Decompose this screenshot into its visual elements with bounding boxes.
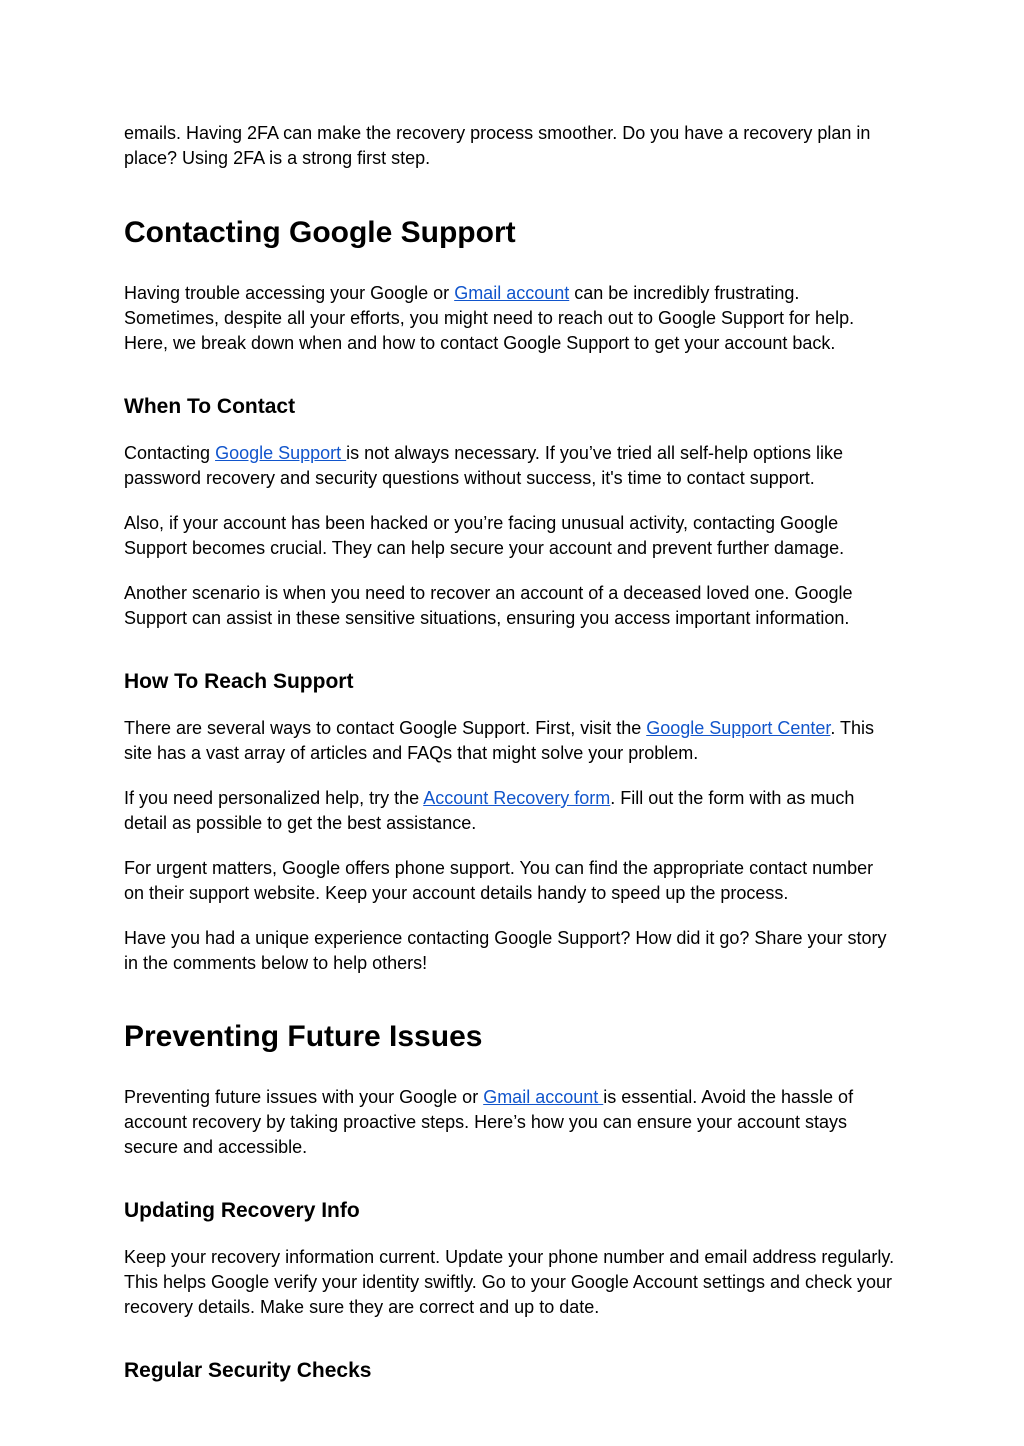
heading-preventing-future-issues: Preventing Future Issues xyxy=(124,1020,483,1053)
account-recovery-form-link[interactable]: Account Recovery form xyxy=(423,788,611,808)
section1-intro-paragraph xyxy=(124,281,896,356)
text-segment: . Fill out the form with as much detail as possible to get the best assistance. xyxy=(124,788,855,833)
gmail-account-link[interactable]: Gmail account xyxy=(483,1087,604,1107)
updating-paragraph-1: Keep your recovery information current. Update your phone number and email address regularly. This helps Google verify your identity swiftly. Go to your Google Account settings and check your recovery details. Make sure they are correct and up to date. xyxy=(124,1247,895,1317)
text-segment: There are several ways to contact Google Support. First, visit the xyxy=(124,718,647,738)
heading-contacting-google-support: Contacting Google Support xyxy=(124,216,516,249)
section2-intro-paragraph xyxy=(124,1085,896,1160)
text-segment: is essential. Avoid the hassle of account recovery by taking proactive steps. Here’s how you can ensure your account stays secure and accessible. xyxy=(124,1087,854,1157)
text-segment: Contacting xyxy=(124,443,216,463)
when-paragraph-1 xyxy=(124,441,896,491)
text-segment: is not always necessary. If you’ve tried all self-help options like password recovery and security questions without success, it's time to contact support. xyxy=(124,443,844,488)
text-segment: . This site has a vast array of articles and FAQs that might solve your problem. xyxy=(124,718,875,763)
text-segment: Preventing future issues with your Google or xyxy=(124,1087,484,1107)
text-segment: can be incredibly frustrating. Sometimes, despite all your efforts, you might need to reach out to Google Support for help. Here, we break down when and how to contact Google Support to get your account back. xyxy=(124,283,855,353)
how-paragraph-4: Have you had a unique experience contacting Google Support? How did it go? Share your story in the comments below to help others! xyxy=(124,928,887,973)
text-segment: If you need personalized help, try the xyxy=(124,788,424,808)
how-paragraph-2 xyxy=(124,786,896,836)
google-support-link[interactable]: Google Support xyxy=(215,443,347,463)
heading-how-to-reach-support: How To Reach Support xyxy=(124,670,354,693)
heading-when-to-contact: When To Contact xyxy=(124,395,296,418)
when-paragraph-2: Also, if your account has been hacked or you’re facing unusual activity, contacting Google Support becomes crucial. They can help secure your account and prevent further damage. xyxy=(124,513,845,558)
how-paragraph-1 xyxy=(124,716,896,766)
how-paragraph-3: For urgent matters, Google offers phone support. You can find the appropriate contact number on their support website. Keep your account details handy to speed up the process. xyxy=(124,858,874,903)
document-page xyxy=(124,121,896,1384)
heading-updating-recovery-info: Updating Recovery Info xyxy=(124,1199,360,1222)
text-segment: Having trouble accessing your Google or xyxy=(124,283,455,303)
heading-regular-security-checks: Regular Security Checks xyxy=(124,1359,372,1382)
gmail-account-link[interactable]: Gmail account xyxy=(454,283,570,303)
intro-text: emails. Having 2FA can make the recovery process smoother. Do you have a recovery plan in place? Using 2FA is a strong first step. xyxy=(124,123,871,168)
google-support-center-link[interactable]: Google Support Center xyxy=(646,718,831,738)
intro-paragraph xyxy=(124,121,896,171)
when-paragraph-3: Another scenario is when you need to recover an account of a deceased loved one. Google Support can assist in these sensitive situations, ensuring you access important information. xyxy=(124,583,853,628)
